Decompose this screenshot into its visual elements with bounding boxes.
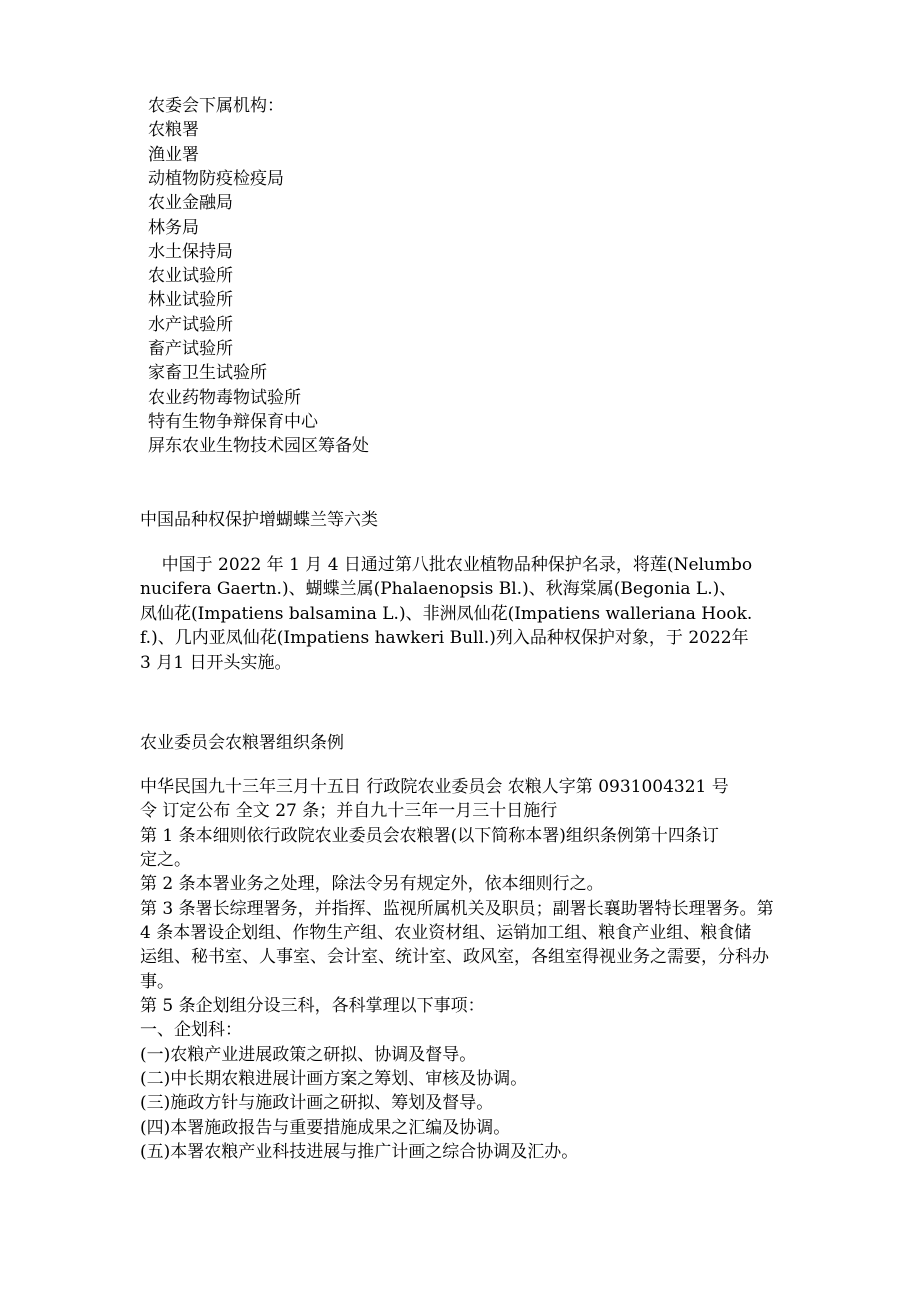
article1-title: 中国品种权保护增蝴蝶兰等六类 [140,510,378,530]
text-line: 林业试验所 [148,290,233,311]
text-line: 3 月1 日开头实施。 [140,652,292,673]
text-line: 第 3 条署长综理署务，并指挥、监视所属机关及职员；副署长襄助署特长理署务。第 [140,898,774,919]
text-line: 第 5 条企划组分设三科，各科掌理以下事项： [140,995,485,1016]
text-line: 令 订定公布 全文 27 条；并自九十三年一月三十日施行 [140,801,558,822]
text-line: 农业药物毒物试验所 [148,387,301,408]
text-line: 农委会下属机构： [148,96,284,116]
text-line: 渔业署 [148,144,199,165]
text-line: (二)中长期农粮进展计画方案之筹划、审核及协调。 [140,1068,528,1089]
text-line: 林务局 [148,217,199,238]
text-line: 第 2 条本署业务之处理，除法令另有规定外，依本细则行之。 [140,874,604,895]
text-line: 运组、秘书室、人事室、会计室、统计室、政风室，各组室得视业务之需要，分科办 [140,947,769,968]
text-line: 第 1 条本细则依行政院农业委员会农粮署(以下简称本署)组织条例第十四条订 [140,825,719,846]
text-line: 畜产试验所 [148,339,233,359]
text-line: 4 条本署设企划组、作物生产组、农业资材组、运销加工组、粮食产业组、粮食储 [140,922,752,943]
text-line: f.)、几内亚凤仙花(Impatiens hawkeri Bull.)列入品种权保护对象，于 2022年 [140,628,749,649]
text-line: nucifera Gaertn.)、蝴蝶兰属(Phalaenopsis Bl.)、秋海棠属(Begonia L.)、 [140,579,737,600]
text-line: 一、企划科： [140,1020,242,1041]
text-line: (三)施政方针与施政计画之研拟、筹划及督导。 [140,1093,494,1114]
text-line: 凤仙花(Impatiens balsamina L.)、非洲凤仙花(Impatiens walleriana Hook. [140,603,753,624]
text-line: 农业金融局 [148,193,233,214]
text-line: 定之。 [140,849,191,870]
text-line: 事。 [140,971,174,992]
text-line: 家畜卫生试验所 [148,363,267,384]
text-line: 水土保持局 [148,241,233,262]
text-line: 特有生物争辩保育中心 [148,411,318,432]
text-line: 中国于 2022 年 1 月 4 日通过第八批农业植物品种保护名录，将莲(Nelumbo [140,555,753,575]
text-line: (四)本署施政报告与重要措施成果之汇编及协调。 [140,1117,511,1138]
text-line: 中华民国九十三年三月十五日 行政院农业委员会 农粮人字第 0931004321 号 [140,777,729,797]
text-line: 屏东农业生物技术园区筹备处 [148,436,369,457]
text-line: 动植物防疫检疫局 [148,168,284,189]
text-line: 农粮署 [148,120,199,141]
text-line: 水产试验所 [148,314,233,335]
article2-title: 农业委员会农粮署组织条例 [140,733,344,753]
text-line: 农业试验所 [148,266,233,287]
text-line: (一)农粮产业进展政策之研拟、协调及督导。 [140,1044,477,1065]
text-line: (五)本署农粮产业科技进展与推广计画之综合协调及汇办。 [140,1141,579,1162]
